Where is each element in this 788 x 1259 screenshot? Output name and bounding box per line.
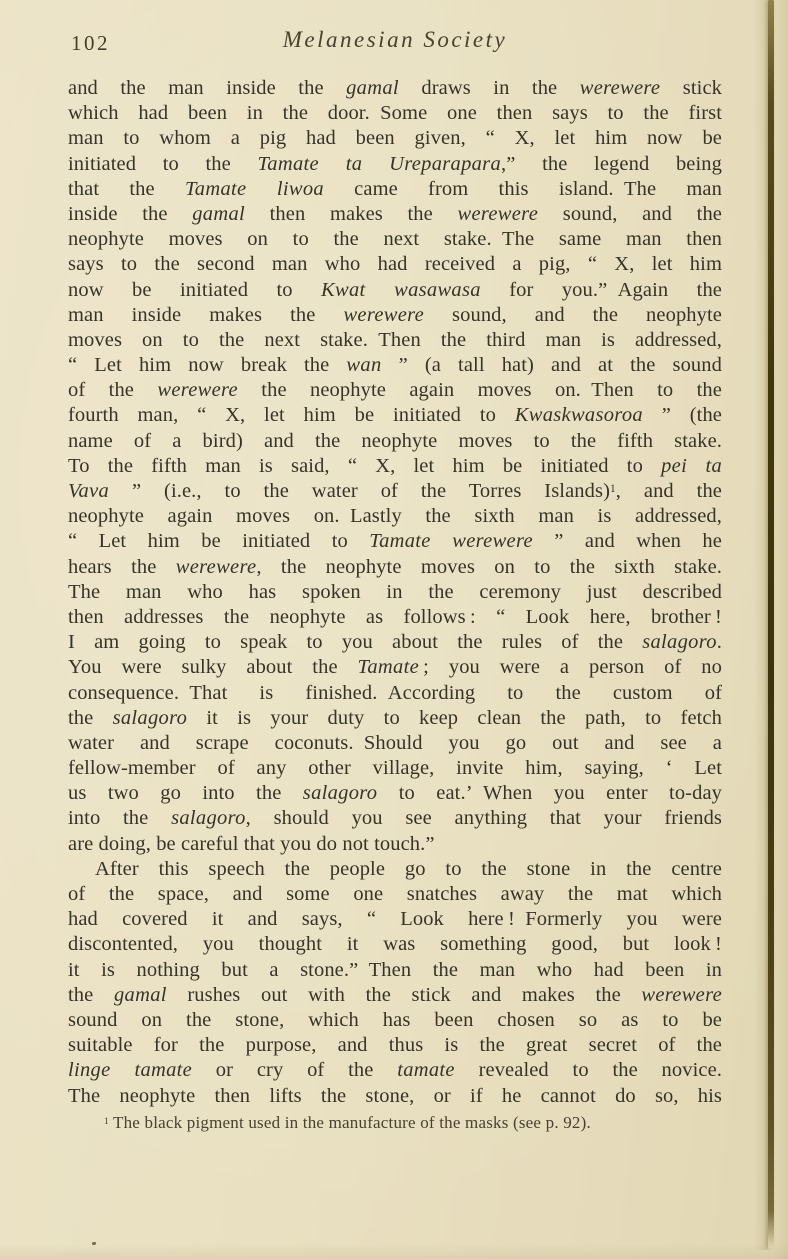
- text-line: “ Let him be initiated to Tamate werewere ” and when he: [68, 530, 722, 553]
- text-line: discontented, you thought it was something good, but look !: [68, 933, 722, 956]
- text-line: You were sulky about the Tamate ; you were a person of no: [68, 656, 723, 679]
- text-line: man inside makes the werewere sound, and the neophyte: [68, 303, 722, 326]
- text-line: sound on the stone, which has been chosen so as to be: [68, 1008, 722, 1031]
- text-line: man to whom a pig had been given, “ X, let him now be: [68, 127, 722, 150]
- text-line: it is nothing but a stone.” Then the man who had been in: [68, 958, 722, 981]
- text-line: are doing, be careful that you do not touch.”: [68, 832, 435, 855]
- page-edge-shadow: [754, 0, 768, 1250]
- text-line: moves on to the next stake. Then the third man is addressed,: [68, 328, 722, 351]
- text-line: water and scrape coconuts. Should you go out and see a: [68, 731, 722, 754]
- text-line: suitable for the purpose, and thus is the great secret of the: [68, 1034, 722, 1057]
- text-line: The neophyte then lifts the stone, or if he cannot do so, his: [68, 1084, 722, 1107]
- text-line: the gamal rushes out with the stick and makes the werewere: [68, 983, 722, 1006]
- text-line: and the man inside the gamal draws in the werewere stick: [68, 77, 722, 99]
- text-line: hears the werewere, the neophyte moves on to the sixth stake.: [68, 555, 722, 578]
- text-line: To the fifth man is said, “ X, let him be initiated to pei ta: [68, 454, 722, 477]
- running-title: Melanesian Society: [282, 27, 508, 52]
- text-line: now be initiated to Kwat wasawasa for you.” Again the: [68, 278, 722, 301]
- text-line: “ Let him now break the wan ” (a tall hat) and at the sound: [68, 354, 722, 377]
- text-line: of the werewere the neophyte again moves on. Then to the: [68, 379, 722, 402]
- text-line: neophyte again moves on. Lastly the sixth man is addressed,: [68, 505, 722, 528]
- page-number: 102: [71, 31, 110, 55]
- text-line: After this speech the people go to the stone in the centre: [95, 857, 722, 880]
- text-line: initiated to the Tamate ta Ureparapara,” the legend being: [68, 152, 722, 175]
- text-line: into the salagoro, should you see anything that your friends: [68, 807, 722, 830]
- text-line: of the space, and some one snatches away the mat which: [68, 883, 722, 905]
- text-line: had covered it and says, “ Look here ! Formerly you were: [68, 908, 722, 931]
- footnote: $^1$ The black pigment used in the manufacture of the masks (see p. 92).: [104, 1113, 591, 1132]
- binding-edge: [768, 0, 774, 1248]
- text-line: neophyte moves on to the next stake. The same man then: [68, 228, 722, 251]
- text-line: consequence. That is finished. According to the custom of: [68, 681, 722, 704]
- ink-speck: [92, 1242, 96, 1245]
- text-line: The man who has spoken in the ceremony just described: [68, 580, 722, 603]
- text-line: linge tamate or cry of the tamate revealed to the novice.: [68, 1059, 723, 1082]
- body-text: [68, 76, 722, 1109]
- text-line: I am going to speak to you about the rules of the salagoro.: [68, 631, 722, 654]
- text-line: fourth man, “ X, let him be initiated to Kwaskwasoroa ” (the: [68, 404, 723, 427]
- text-line: us two go into the salagoro to eat.’ When you enter to-day: [68, 782, 722, 805]
- text-line: then addresses the neophyte as follows : “ Look here, brother !: [68, 605, 722, 628]
- text-line: the salagoro it is your duty to keep clean the path, to fetch: [68, 706, 722, 729]
- text-line: which had been in the door. Some one then says to the first: [68, 102, 722, 125]
- text-line: that the Tamate liwoa came from this island. The man: [68, 177, 722, 200]
- text-line: fellow-member of any other village, invite him, saying, ‘ Let: [68, 757, 722, 780]
- text-line: says to the second man who had received a pig, “ X, let him: [68, 253, 722, 276]
- page-edge-margin: [774, 0, 788, 1259]
- text-line: name of a bird) and the neophyte moves to the fifth stake.: [68, 429, 722, 452]
- text-line: inside the gamal then makes the werewere sound, and the: [68, 202, 723, 225]
- text-line: Vava ” (i.e., to the water of the Torres Islands)$^1$, and the: [68, 480, 722, 502]
